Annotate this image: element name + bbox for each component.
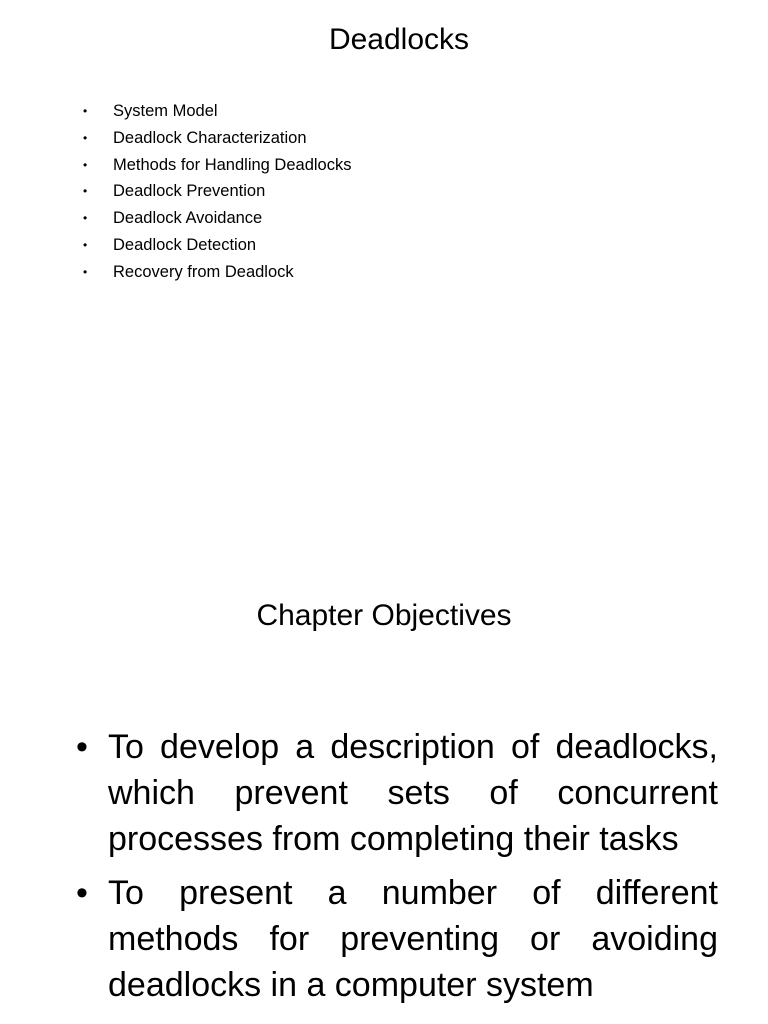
list-item-text: Deadlock Prevention: [113, 182, 266, 201]
outline-list: [80, 98, 351, 286]
list-item-text: Recovery from Deadlock: [113, 262, 294, 281]
list-item: [80, 205, 351, 232]
objective-item: [72, 724, 718, 862]
objective-text: To develop a description of deadlocks, which prevent sets of concurrent processes from completing their tasks: [108, 728, 718, 858]
objective-text: To present a number of different methods for preventing or avoiding deadlocks in a computer system: [108, 874, 718, 1004]
slide-chapter-objectives: [0, 560, 768, 1024]
bullet-icon: •: [83, 130, 88, 145]
list-item: [80, 125, 351, 152]
list-item-text: Deadlock Detection: [113, 235, 257, 254]
list-item: [80, 178, 351, 205]
bullet-icon: •: [83, 264, 88, 279]
list-item-text: Deadlock Characterization: [113, 128, 307, 147]
objectives-list: [72, 724, 718, 1016]
bullet-icon: •: [83, 104, 88, 118]
list-item: [80, 232, 351, 259]
objective-item: [72, 870, 718, 1008]
list-item: [80, 98, 351, 125]
bullet-icon: •: [76, 728, 88, 766]
bullet-icon: •: [83, 237, 88, 252]
list-item-text: Methods for Handling Deadlocks: [113, 155, 352, 174]
bullet-icon: •: [76, 874, 88, 912]
list-item-text: System Model: [113, 102, 218, 120]
bullet-icon: •: [83, 157, 88, 172]
list-item: [80, 259, 351, 286]
bullet-icon: •: [83, 184, 88, 199]
list-item-text: Deadlock Avoidance: [113, 209, 263, 228]
list-item: [80, 152, 351, 179]
slide-title: Deadlocks: [328, 23, 470, 56]
bullet-icon: •: [83, 211, 88, 226]
slide-title: Chapter Objectives: [256, 599, 512, 632]
